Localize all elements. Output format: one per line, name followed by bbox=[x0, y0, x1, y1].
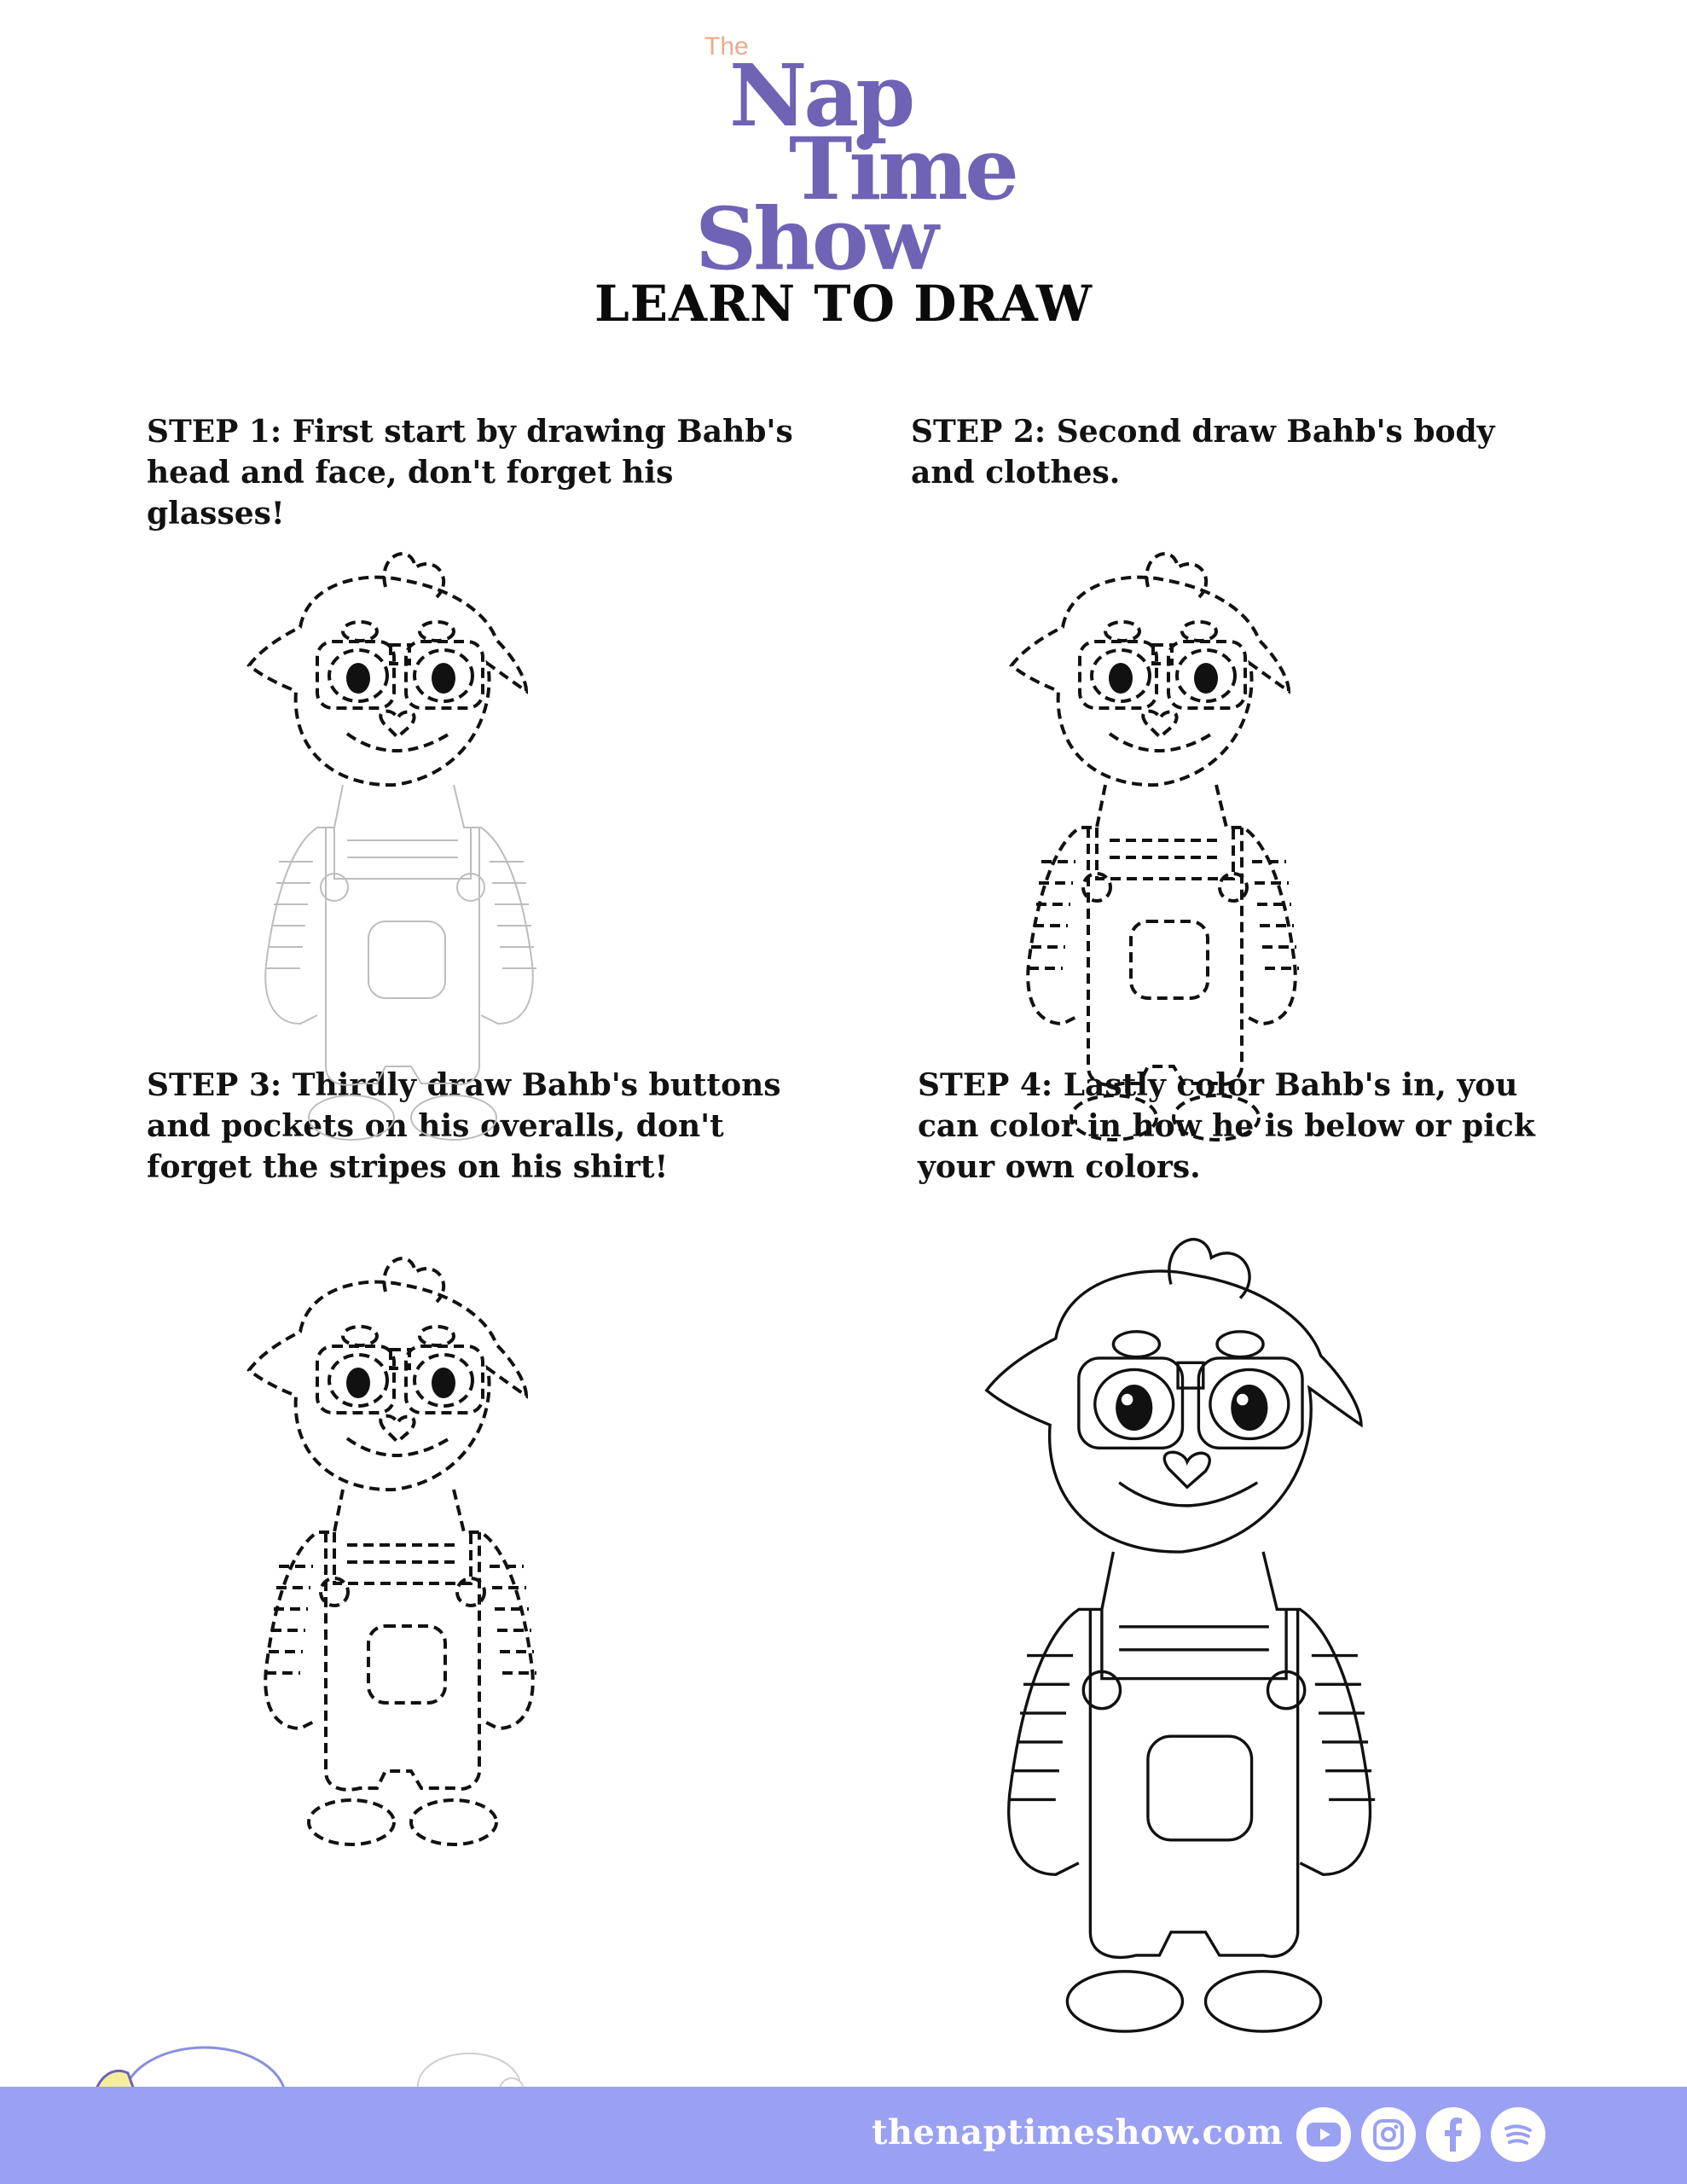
logo-line-3: Show bbox=[695, 189, 936, 289]
step-1-illustration bbox=[241, 520, 565, 1152]
brand-logo bbox=[0, 26, 1687, 289]
instagram-icon[interactable] bbox=[1361, 2107, 1416, 2162]
step-1-text: STEP 1: First start by drawing Bahb's head and face, don't forget his glasses! bbox=[147, 414, 793, 531]
step-4-illustration bbox=[938, 1194, 1450, 2048]
step-2-illustration bbox=[1003, 520, 1327, 1152]
step-3-illustration bbox=[241, 1225, 565, 1856]
spotify-icon[interactable] bbox=[1491, 2107, 1545, 2162]
facebook-icon[interactable] bbox=[1426, 2107, 1481, 2162]
logo-the: The bbox=[704, 32, 749, 61]
step-3-text: STEP 3: Thirdly draw Bahb's buttons and pockets on his overalls, don't forget the stripes on his shirt! bbox=[147, 1067, 781, 1185]
page-title: LEARN TO DRAW bbox=[594, 275, 1093, 333]
step-4-text: STEP 4: Lastly color Bahb's in, you can color in how he is below or pick your own colors. bbox=[918, 1067, 1535, 1185]
step-2-text: STEP 2: Second draw Bahb's body and clothes. bbox=[911, 414, 1495, 491]
website-link[interactable]: thenaptimeshow.com bbox=[872, 2112, 1284, 2152]
logo-line-2: Time bbox=[789, 119, 1016, 219]
youtube-icon[interactable] bbox=[1296, 2107, 1351, 2162]
logo-line-1: Nap bbox=[729, 45, 913, 146]
